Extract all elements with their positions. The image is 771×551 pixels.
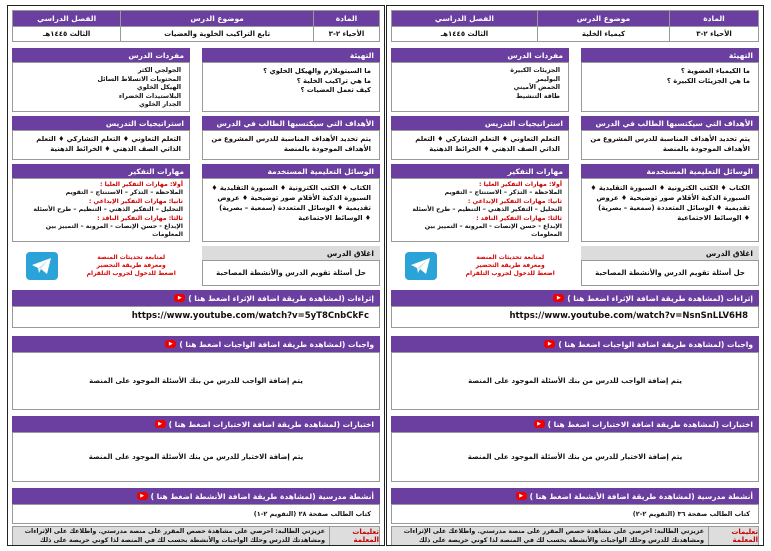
- skills-level-2: ثانيا: مهارات التفكير الإبداعي :: [467, 197, 562, 205]
- intro-item: ما هي الجزيئات الكبيرة ؟: [666, 76, 750, 85]
- instructions-text: عزيزتي الطالبة: احرصي على مشاهدة حصص المقرر على منصة مدرستي. واطلاعك على الإثراءات ومشاهدتك للدرس وحلك الواجبات والأنشطة بحسب لك في المنصة لذا كوني حريصة على ذلك: [403, 528, 704, 544]
- vocab-item: المحتويات الاتسلاط السائل: [97, 75, 181, 83]
- instructions-label: تعليمات المعلمة: [708, 527, 758, 545]
- skills-text-2: التحليل – التفكير الذهني – التنظيم – طرح الأسئلة: [412, 206, 562, 214]
- media-title: الوسائل التعليمية المستخدمة: [202, 164, 380, 178]
- skills-level-1: أولا: مهارات التفكير العليا :: [100, 181, 183, 188]
- vocab-item: الحمض الأميني: [513, 84, 560, 91]
- youtube-icon[interactable]: ▶: [137, 492, 148, 500]
- vocab-item: البوليمر: [535, 75, 560, 83]
- activities-title[interactable]: أنشطة مدرسية (لمشاهدة طريقة اضافة الأنشطة اضغط هنا ): [529, 491, 753, 501]
- telegram-line: اضغط للدخول لجروب التلقرام: [86, 270, 176, 277]
- intro-title: التهيئة: [581, 48, 759, 62]
- skills-text-3: الإبداع - حسن الإنصات - المرونة – التمييز بين المعلومات: [424, 223, 562, 239]
- tests-text: يتم إضافة الاختبار للدرس من بنك الأسئلة الموجود على المنصة: [12, 432, 380, 482]
- youtube-icon[interactable]: ▶: [553, 294, 564, 302]
- activities-text: كتاب الطالب صفحة ٣٦ (التقويم ٢-٢): [391, 504, 759, 524]
- lesson-sheet-left: [7, 5, 385, 546]
- skills-level-3: ثالثا: مهارات التفكير الناقد :: [97, 214, 183, 222]
- homework-text: يتم إضافة الواجب للدرس من بنك الأسئلة الموجود على المنصة: [12, 352, 380, 410]
- skills-text-3: الإبداع - حسن الإنصات - المرونة – التمييز بين المعلومات: [45, 223, 183, 239]
- enrich-title[interactable]: إثراءات (لمشاهدة طريقة اضافة الإثراء اضغط هنا ): [567, 293, 753, 303]
- skills-level-2: ثانيا: مهارات التفكير الإبداعي :: [88, 197, 183, 205]
- intro-item: ما السيتوبلازم والهيكل الخلوي ؟: [263, 67, 371, 75]
- activities-header[interactable]: [12, 488, 380, 504]
- youtube-icon[interactable]: ▶: [516, 492, 527, 500]
- header-label-topic: موضوع الدرس: [537, 11, 669, 27]
- vocab-item: الجزيئات الكبيرة: [510, 67, 560, 74]
- instructions-label: تعليمات المعلمة: [329, 527, 379, 545]
- activities-header[interactable]: [391, 488, 759, 504]
- activities-text: كتاب الطالب صفحة ٢٨ (التقويم ٢-١): [12, 504, 380, 524]
- strategies-title: استراتيجيات التدريس: [12, 116, 190, 130]
- telegram-icon[interactable]: [405, 252, 437, 280]
- homework-text: يتم إضافة الواجب للدرس من بنك الأسئلة الموجود على المنصة: [391, 352, 759, 410]
- teacher-instructions: [391, 526, 759, 546]
- lesson-sheet-right: [386, 5, 764, 546]
- intro-list: [581, 62, 759, 112]
- enrich-url[interactable]: https://www.youtube.com/watch?v=5yT8CnbCkFc: [12, 306, 380, 328]
- youtube-icon[interactable]: ▶: [544, 340, 555, 348]
- media-text: الكتاب ♦ الكتب الكترونية ♦ السبورة التقليدية ♦ السبورة الذكية الأقلام صور توضيحية ♦ عروض تقديمية ♦ الوسائل المتعددة (سمعية – بصرية) ♦ الوسائط الاجتماعية: [581, 178, 759, 242]
- skills-text-2: التحليل – التفكير الذهني – التنظيم – طرح الأسئلة: [33, 206, 183, 214]
- media-text: الكتاب ♦ الكتب الكترونية ♦ السبورة التقليدية ♦ السبورة الذكية الأقلام صور توضيحية ♦ عروض تقديمية ♦ الوسائل المتعددة (سمعية – بصرية) ♦ الوسائط الاجتماعية: [202, 178, 380, 242]
- intro-item: كيف تعمل العضيات ؟: [300, 86, 371, 94]
- strategies-text: التعلم التعاوني ♦ التعلم التشاركي ♦ التعلم الذاتي الصف الذهني ♦ الخرائط الذهنية: [12, 130, 190, 160]
- header-value-topic: كيمياء الخلية: [537, 27, 669, 42]
- vocab-title: مفردات الدرس: [12, 48, 190, 62]
- header-value-term: الثالث ١٤٤٥هـ: [392, 27, 538, 42]
- youtube-icon[interactable]: ▶: [155, 420, 166, 428]
- telegram-line: ومعرفة طريقة التحضير: [96, 262, 166, 269]
- objectives-title: الأهداف التي سيكتسبها الطالب في الدرس: [202, 116, 380, 130]
- strategies-title: استراتيجيات التدريس: [391, 116, 569, 130]
- telegram-line: ومعرفة طريقة التحضير: [475, 262, 545, 269]
- homework-header[interactable]: [391, 336, 759, 352]
- vocab-item: البلاستيدات الخضراء: [118, 92, 181, 100]
- header-value-subject: الأحياء ٢-٣: [670, 27, 759, 42]
- enrich-header[interactable]: [391, 290, 759, 306]
- closing-text: حل أسئلة تقويم الدرس والأنشطة المصاحبة: [202, 260, 380, 286]
- telegram-banner[interactable]: [391, 246, 569, 286]
- skills-level-3: ثالثا: مهارات التفكير الناقد :: [476, 214, 562, 222]
- vocab-item: الجدار الخلوي: [138, 101, 181, 108]
- tests-text: يتم إضافة الاختبار للدرس من بنك الأسئلة الموجود على المنصة: [391, 432, 759, 482]
- tests-header[interactable]: [391, 416, 759, 432]
- objectives-text: يتم تحديد الأهداف المناسبة للدرس المشروع من الأهداف الموجودة بالمنصة: [202, 130, 380, 160]
- enrich-header[interactable]: [12, 290, 380, 306]
- skills-box: [12, 178, 190, 242]
- youtube-icon[interactable]: ▶: [174, 294, 185, 302]
- intro-title: التهيئة: [202, 48, 380, 62]
- telegram-text[interactable]: [466, 254, 555, 278]
- telegram-text[interactable]: [87, 254, 176, 278]
- header-table: [12, 10, 380, 42]
- closing-title: اغلاق الدرس: [202, 246, 380, 260]
- skills-text-1: الملاحظة – التذكر – الاستنتاج – التقويم: [444, 189, 562, 197]
- strategies-text: التعلم التعاوني ♦ التعلم التشاركي ♦ التعلم الذاتي الصف الذهني ♦ الخرائط الذهنية: [391, 130, 569, 160]
- vocab-list: [12, 62, 190, 112]
- youtube-icon[interactable]: ▶: [534, 420, 545, 428]
- telegram-line: اضغط للدخول لجروب التلقرام: [465, 270, 555, 277]
- skills-box: [391, 178, 569, 242]
- header-value-subject: الأحياء ٢-٣: [313, 27, 379, 42]
- vocab-item: الجولجي الكثر: [137, 67, 181, 74]
- header-table: [391, 10, 759, 42]
- teacher-instructions: [12, 526, 380, 546]
- homework-title[interactable]: واجبات (لمشاهدة طريقة اضافة الواجبات اضغط هنا ): [558, 339, 753, 349]
- header-value-term: الثالث ١٤٤٥هـ: [13, 27, 121, 42]
- media-title: الوسائل التعليمية المستخدمة: [581, 164, 759, 178]
- intro-item: ما الكيمياء العضوية ؟: [680, 67, 750, 75]
- objectives-text: يتم تحديد الأهداف المناسبة للدرس المشروع من الأهداف الموجودة بالمنصة: [581, 130, 759, 160]
- skills-level-1: أولا: مهارات التفكير العليا :: [479, 181, 562, 188]
- header-label-term: الفصل الدراسي: [392, 11, 538, 27]
- homework-header[interactable]: [12, 336, 380, 352]
- enrich-title[interactable]: إثراءات (لمشاهدة طريقة اضافة الإثراء اضغط هنا ): [188, 293, 374, 303]
- tests-title[interactable]: اختبارات (لمشاهدة طريقة اضافة الاختبارات اضغط هنا ): [168, 419, 374, 429]
- skills-title: مهارات التفكير: [12, 164, 190, 178]
- objectives-title: الأهداف التي سيكتسبها الطالب في الدرس: [581, 116, 759, 130]
- intro-list: [202, 62, 380, 112]
- closing-title: اغلاق الدرس: [581, 246, 759, 260]
- vocab-title: مفردات الدرس: [391, 48, 569, 62]
- telegram-icon[interactable]: [26, 252, 58, 280]
- instructions-text: عزيزتي الطالبة: احرصي على مشاهدة حصص المقرر على منصة مدرستي. واطلاعك على الإثراءات ومشاهدتك للدرس وحلك الواجبات والأنشطة بحسب لك في المنصة لذا كوني حريصة على ذلك: [24, 528, 325, 544]
- skills-text-1: الملاحظة – التذكر – الاستنتاج – التقويم: [65, 189, 183, 197]
- vocab-item: الهيكل الخلوي: [136, 84, 181, 91]
- activities-title[interactable]: أنشطة مدرسية (لمشاهدة طريقة اضافة الأنشطة اضغط هنا ): [150, 491, 374, 501]
- telegram-line: لمتابعة تحديثات المنصة: [97, 254, 166, 261]
- header-label-subject: المادة: [313, 11, 379, 27]
- telegram-line: لمتابعة تحديثات المنصة: [476, 254, 545, 261]
- telegram-banner[interactable]: [12, 246, 190, 286]
- skills-title: مهارات التفكير: [391, 164, 569, 178]
- vocab-item: طاقة التنشيط: [516, 92, 560, 100]
- homework-title[interactable]: واجبات (لمشاهدة طريقة اضافة الواجبات اضغط هنا ): [179, 339, 374, 349]
- tests-header[interactable]: [12, 416, 380, 432]
- header-label-term: الفصل الدراسي: [13, 11, 121, 27]
- tests-title[interactable]: اختبارات (لمشاهدة طريقة اضافة الاختبارات اضغط هنا ): [547, 419, 753, 429]
- header-label-subject: المادة: [670, 11, 759, 27]
- youtube-icon[interactable]: ▶: [165, 340, 176, 348]
- header-label-topic: موضوع الدرس: [121, 11, 314, 27]
- vocab-list: [391, 62, 569, 112]
- closing-text: حل أسئلة تقويم الدرس والأنشطة المصاحبة: [581, 260, 759, 286]
- header-value-topic: تابع التراكيب الخلوية والعضيات: [121, 27, 314, 42]
- intro-item: ما هي تراكيب الخلية ؟: [296, 76, 371, 85]
- enrich-url[interactable]: https://www.youtube.com/watch?v=NsnSnLLV6H8: [391, 306, 759, 328]
